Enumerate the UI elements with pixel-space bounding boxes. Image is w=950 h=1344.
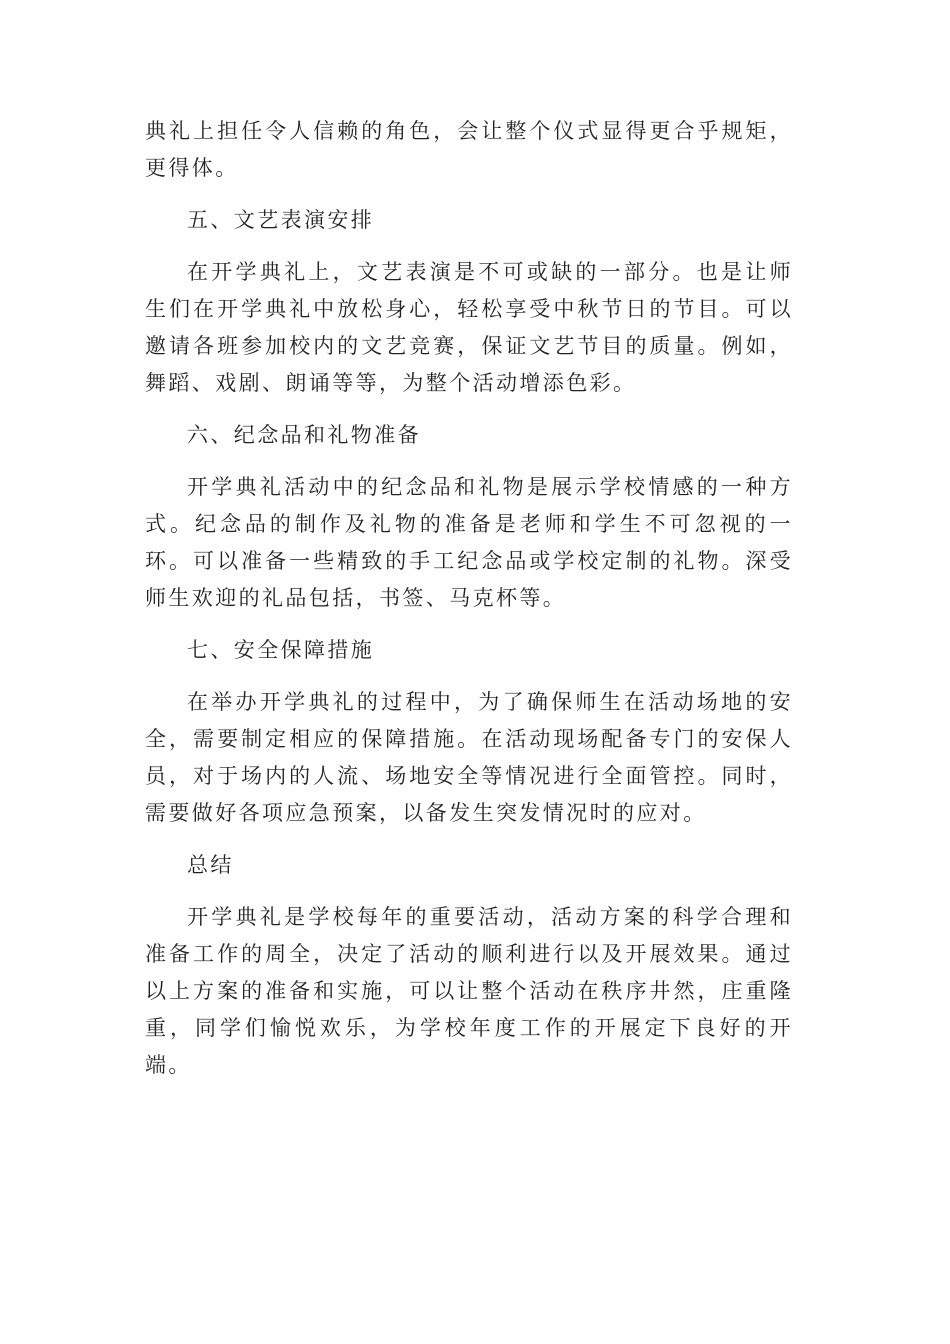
paragraph-6: 开学典礼活动中的纪念品和礼物是展示学校情感的一种方式。纪念品的制作及礼物的准备是老师和学生不可忽视的一环。可以准备一些精致的手工纪念品或学校定制的礼物。深受师生欢迎的礼品包括，书签、马克杯等。 <box>145 475 793 610</box>
spacer <box>145 669 793 684</box>
paragraph-summary: 开学典礼是学校每年的重要活动，活动方案的科学合理和准备工作的周全，决定了活动的顺利进行以及开展效果。通过以上方案的准备和实施，可以让整个活动在秩序井然，庄重隆重，同学们愉悦欢乐，为学校年度工作的开展定下良好的开端。 <box>145 905 793 1077</box>
spacer <box>145 884 793 899</box>
spacer <box>145 239 793 254</box>
document-body <box>145 113 793 1084</box>
paragraph-7: 在举办开学典礼的过程中，为了确保师生在活动场地的安全，需要制定相应的保障措施。在活动现场配备专门的安保人员，对于场内的人流、场地安全等情况进行全面管控。同时，需要做好各项应急预案，以备发生突发情况时的应对。 <box>145 690 793 825</box>
spacer <box>145 402 793 417</box>
section-heading-summary: 总结 <box>187 853 234 877</box>
spacer <box>145 454 793 469</box>
spacer <box>145 832 793 847</box>
paragraph-5: 在开学典礼上，文艺表演是不可或缺的一部分。也是让师生们在开学典礼中放松身心，轻松享受中秋节日的节目。可以邀请各班参加校内的文艺竞赛，保证文艺节目的质量。例如，舞蹈、戏剧、朗诵等等，为整个活动增添色彩。 <box>145 260 793 395</box>
spacer <box>145 187 793 202</box>
section-heading-7: 七、安全保障措施 <box>187 638 375 662</box>
spacer <box>145 617 793 632</box>
paragraph-continued: 典礼上担任令人信赖的角色，会让整个仪式显得更合乎规矩，更得体。 <box>145 119 793 180</box>
section-heading-6: 六、纪念品和礼物准备 <box>187 423 421 447</box>
section-heading-5: 五、文艺表演安排 <box>187 208 375 232</box>
